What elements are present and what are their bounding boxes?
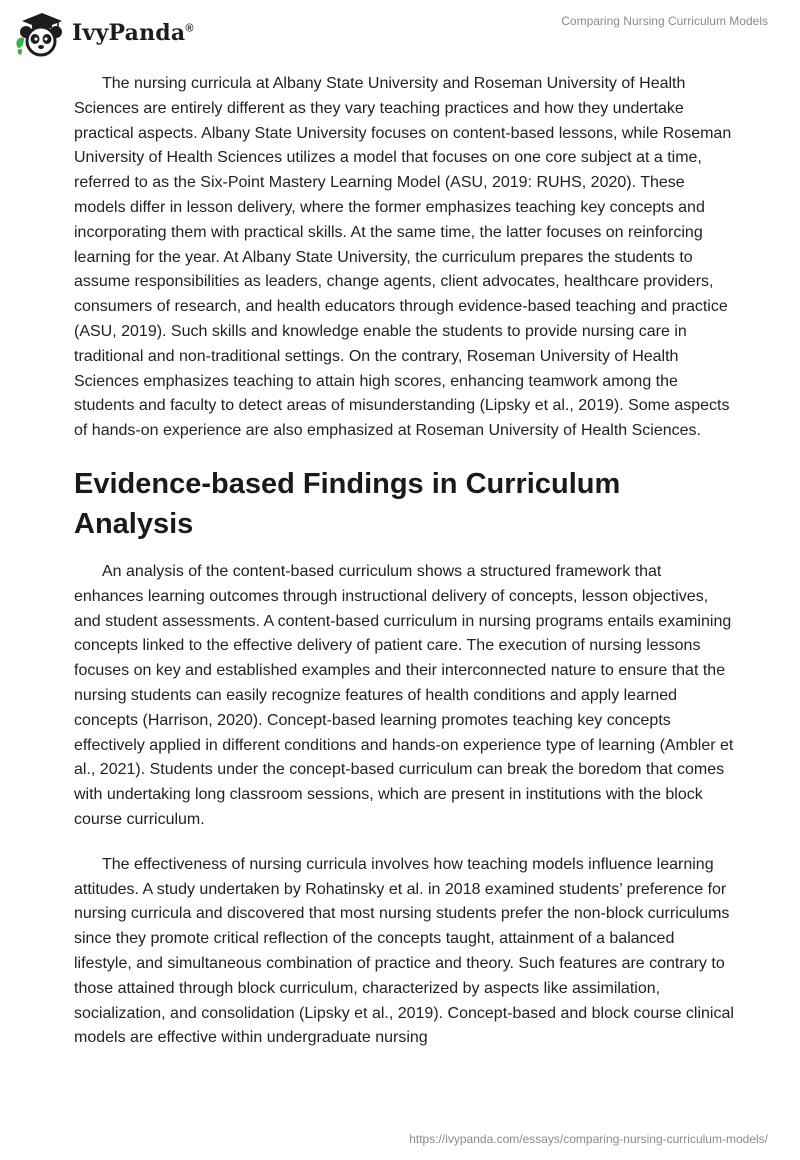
logo-text: IvyPanda	[72, 20, 186, 46]
paragraph-2: An analysis of the content-based curriculum shows a structured framework that enhances learning outcomes through instructional delivery of concepts, lesson objectives, and student assessments. A content-based curriculum in nursing programs entails examining concepts linked to the effective delivery of patient care. The execution of nursing lessons focuses on key and established examples and their interconnected nature to ensure that the nursing students can easily recognize features of health conditions and apply learned concepts (Harrison, 2020). Concept-based learning promotes teaching key concepts effectively applied in different conditions and hands-on experience type of learning (Ambler et al., 2021). Students under the concept-based curriculum can break the boredom that comes with undertaking long classroom sessions, which are present in institutions with the block course curriculum.	[74, 562, 734, 828]
paragraph-3: The effectiveness of nursing curricula involves how teaching models influence learning attitudes. A study undertaken by Rohatinsky et al. in 2018 examined students’ preference for nursing curricula and discovered that most nursing students prefer the non-block curriculums since they promote critical reflection of the concepts taught, attainment of a balanced lifestyle, and simultaneous combination of practice and theory. Such features are contrary to those attained through block curriculum, characterized by aspects like assimilation, socialization, and consolidation (Lipsky et al., 2019). Concept-based and block course clinical models are effective within undergraduate nursing	[74, 855, 734, 1047]
source-url[interactable]: https://ivypanda.com/essays/comparing-nursing-curriculum-models/	[409, 1132, 768, 1146]
essay-body	[74, 72, 734, 1071]
ivypanda-logo[interactable]	[12, 8, 194, 58]
paragraph-1: The nursing curricula at Albany State University and Roseman University of Health Sciences are entirely different as they vary teaching practices and how they undertake practical aspects. Albany State University focuses on content-based lessons, while Roseman University of Health Sciences utilizes a model that focuses on one core subject at a time, referred to as the Six-Point Mastery Learning Model (ASU, 2019: RUHS, 2020). These models differ in lesson delivery, where the former emphasizes teaching key concepts and incorporating them with practical skills. At the same time, the latter focuses on reinforcing learning for the year. At Albany State University, the curriculum prepares the students to assume responsibilities as leaders, change agents, client advocates, healthcare providers, consumers of research, and health educators through evidence-based teaching and practice (ASU, 2019). Such skills and knowledge enable the students to provide nursing care in traditional and non-traditional settings. On the contrary, Roseman University of Health Sciences emphasizes teaching to attain high scores, enhancing teamwork among the students and faculty to detect areas of misunderstanding (Lipsky et al., 2019). Some aspects of hands-on experience are also emphasized at Roseman University of Health Sciences.	[74, 75, 732, 440]
section-heading: Evidence-based Findings in Curriculum Analysis	[74, 467, 621, 540]
page-header	[0, 0, 800, 70]
panda-logo-icon	[12, 8, 66, 58]
logo-wordmark	[72, 20, 194, 46]
registered-mark: ®	[185, 22, 194, 35]
document-title: Comparing Nursing Curriculum Models	[561, 14, 768, 28]
